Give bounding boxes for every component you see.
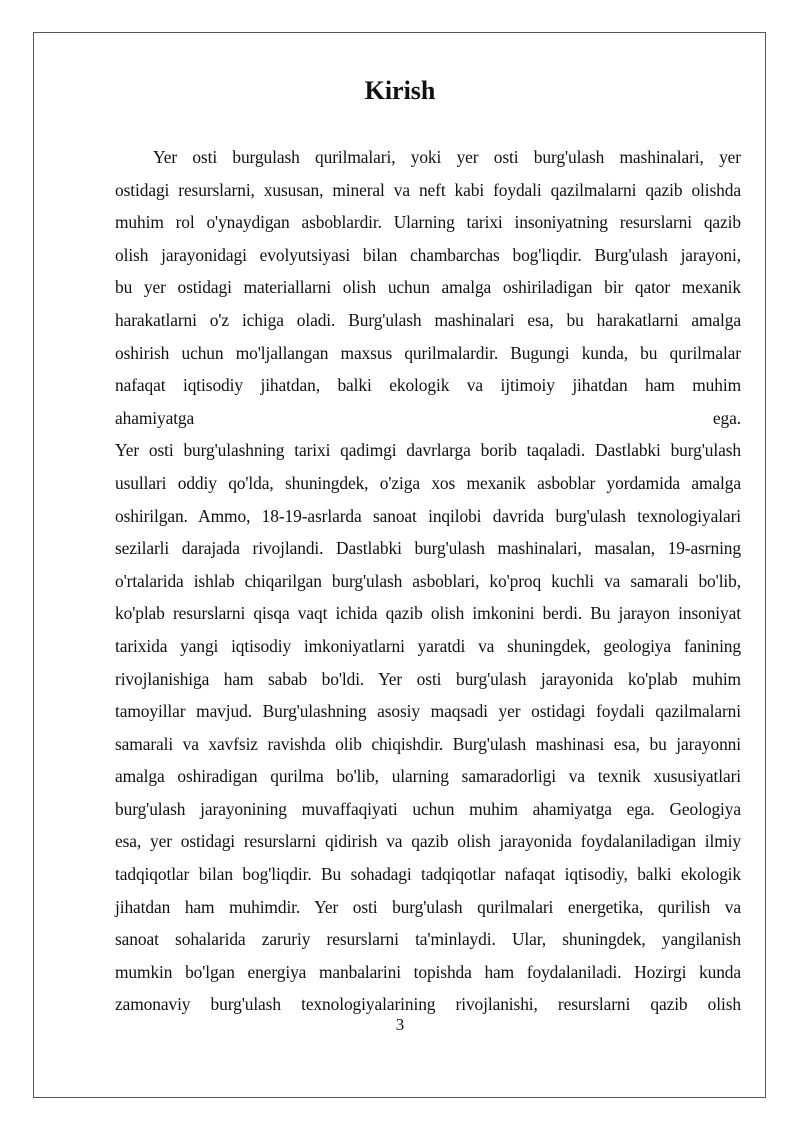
- text-line: tarixida yangi iqtisodiy imkoniyatlarni yaratdi va shuningdek, geologiya fanining: [115, 635, 741, 656]
- text-line: burg'ulash jarayonining muvaffaqiyati uchun muhim ahamiyatga ega. Geologiya: [115, 798, 741, 819]
- text-line: oshirish uchun mo'ljallangan maxsus qurilmalardir. Bugungi kunda, bu qurilmalar: [115, 342, 741, 363]
- text-line: tadqiqotlar bilan bog'liqdir. Bu sohadagi tadqiqotlar nafaqat iqtisodiy, balki ekologik: [115, 864, 741, 885]
- text-line: amalga oshiradigan qurilma bo'lib, ularning samaradorligi va texnik xususiyatlari: [115, 766, 741, 787]
- text-line: Yer osti burgulash qurilmalari, yoki yer osti burg'ulash mashinalari, yer: [153, 147, 741, 167]
- text-line: samarali va xavfsiz ravishda olib chiqishdir. Burg'ulash mashinasi esa, bu jarayonni: [115, 733, 741, 754]
- text-line: harakatlarni o'z ichiga oladi. Burg'ulash mashinalari esa, bu harakatlarni amalga: [115, 309, 741, 330]
- text-line: muhim rol o'ynaydigan asboblardir. Ularning tarixi insoniyatning resurslarni qazib: [115, 212, 741, 233]
- text-line: usullari oddiy qo'lda, shuningdek, o'ziga xos mexanik asboblar yordamida amalga: [115, 472, 741, 493]
- text-line: zamonaviy burg'ulash texnologiyalarining rivojlanishi, resurslarni qazib olish: [115, 994, 741, 1015]
- text-line: ko'plab resurslarni qisqa vaqt ichida qazib olish imkonini berdi. Bu jarayon insoniyat: [115, 603, 741, 624]
- page-number: 3: [395, 1015, 405, 1034]
- text-line: tamoyillar mavjud. Burg'ulashning asosiy maqsadi yer ostidagi foydali qazilmalarni: [115, 701, 741, 722]
- text-line: rivojlanishiga ham sabab bo'ldi. Yer osti burg'ulash jarayonida ko'plab muhim: [115, 668, 741, 689]
- text-line: mumkin bo'lgan energiya manbalarini topishda ham foydalaniladi. Hozirgi kunda: [115, 961, 741, 982]
- page-title: Kirish: [364, 76, 436, 105]
- text-line: sanoat sohalarida zaruriy resurslarni ta'minlaydi. Ular, shuningdek, yangilanish: [115, 929, 741, 950]
- text-line: sezilarli darajada rivojlandi. Dastlabki burg'ulash mashinalari, masalan, 19-asrning: [115, 538, 741, 559]
- text-line: ostidagi resurslarni, xususan, mineral va neft kabi foydali qazilmalarni qazib olishda: [115, 179, 741, 200]
- text-line: o'rtalarida ishlab chiqarilgan burg'ulash asboblari, ko'proq kuchli va samarali bo'lib,: [115, 570, 741, 591]
- text-line: oshirilgan. Ammo, 18-19-asrlarda sanoat inqilobi davrida burg'ulash texnologiyalari: [115, 505, 741, 526]
- text-line: bu yer ostidagi materiallarni olish uchun amalga oshiriladigan bir qator mexanik: [115, 277, 741, 298]
- text-line: esa, yer ostidagi resurslarni qidirish va qazib olish jarayonida foydalaniladigan ilmiy: [115, 831, 741, 852]
- text-line: ahamiyatga ega.: [115, 407, 741, 428]
- text-line: Yer osti burg'ulashning tarixi qadimgi davrlarga borib taqaladi. Dastlabki burg'ulash: [115, 440, 741, 461]
- body-text: [115, 141, 741, 1021]
- text-line: jihatdan ham muhimdir. Yer osti burg'ulash qurilmalari energetika, qurilish va: [115, 896, 741, 917]
- text-line: olish jarayonidagi evolyutsiyasi bilan chambarchas bog'liqdir. Burg'ulash jarayoni,: [115, 244, 741, 265]
- text-line: nafaqat iqtisodiy jihatdan, balki ekologik va ijtimoiy jihatdan ham muhim: [115, 375, 741, 396]
